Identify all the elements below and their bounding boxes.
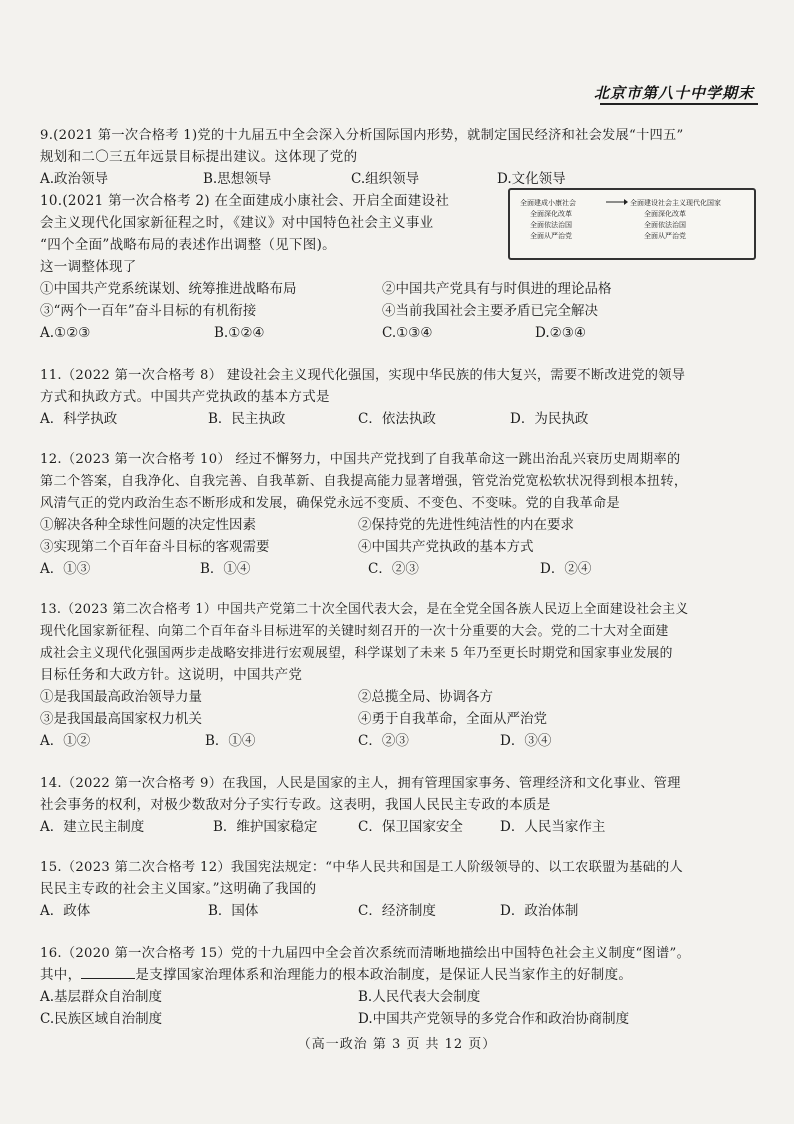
q10-statement-2: ②中国共产党具有与时俱进的理论品格: [382, 281, 612, 297]
q16-stem-prefix: 其中，: [40, 967, 82, 983]
q16-stem-line2: [40, 964, 632, 987]
q10-stem-line1: 10.(2021 第一次合格考 2) 在全面建成小康社会、开启全面建设社: [40, 193, 450, 209]
q10-diagram-left-item: 全面依法治国: [530, 221, 572, 229]
q12-option-d: D．②④: [540, 561, 592, 577]
q10-statement-1: ①中国共产党系统谋划、统筹推进战略布局: [40, 281, 297, 297]
q10-option-b: B.①②④: [214, 325, 265, 341]
q13-option-b: B．①④: [205, 733, 256, 749]
q9-option-c: C.组织领导: [351, 171, 420, 187]
q13-stem-line2: 现代化国家新征程、向第二个百年奋斗目标进军的关键时刻召开的一次十分重要的大会。党的二十大对全面建: [40, 624, 669, 639]
school-header: 北京市第八十中学期末: [593, 84, 754, 102]
q16-stem-line1: 16.（2020 第一次合格考 15）党的十九届四中全会首次系统而清晰地描绘出中国特色社会主义制度“图谱”。: [40, 946, 691, 961]
q10-stem-line3: “四个全面”战略布局的表述作出调整（见下图)。: [40, 237, 336, 253]
q10-option-d: D.②③④: [535, 325, 586, 341]
q15-stem-line2: 民民主专政的社会主义国家。”这明确了我国的: [40, 881, 317, 897]
q9-stem-line1: 9.(2021 第一次合格考 1)党的十九届五中全会深入分析国际国内形势，就制定国民经济和社会发展“十四五”: [40, 128, 684, 143]
q10-diagram-right-column: [630, 198, 721, 242]
q10-diagram-right-item: 全面建设社会主义现代化国家: [630, 199, 721, 207]
q13-option-d: D．③④: [500, 733, 552, 749]
q9-stem-line2: 规划和二〇三五年远景目标提出建议。这体现了党的: [40, 149, 358, 165]
q11-stem-line1: 11.（2022 第一次合格考 8） 建设社会主义现代化强国，实现中华民族的伟大复兴，需要不断改进党的领导: [40, 368, 686, 383]
q16-answer-blank: [81, 966, 135, 979]
q14-stem-line2: 社会事务的权利，对极少数敌对分子实行专政。这表明，我国人民民主专政的本质是: [40, 797, 551, 813]
q11-option-b: B．民主执政: [208, 411, 286, 427]
q12-statement-2: ②保持党的先进性纯洁性的内在要求: [358, 517, 574, 533]
q12-statement-3: ③实现第二个百年奋斗目标的客观需要: [40, 539, 270, 555]
q10-diagram-right-item: 全面从严治党: [644, 232, 686, 240]
q13-statement-3: ③是我国最高国家权力机关: [40, 711, 202, 727]
q12-stem-line1: 12.（2023 第一次合格考 10） 经过不懈努力，中国共产党找到了自我革命这一跳出治乱兴衰历史周期率的: [40, 452, 681, 467]
q14-stem-line1: 14.（2022 第一次合格考 9）在我国，人民是国家的主人，拥有管理国家事务、管理经济和文化事业、管理: [40, 776, 681, 791]
q13-option-a: A．①②: [40, 733, 91, 749]
q13-stem-line4: 目标任务和大政方针。这说明，中国共产党: [40, 667, 303, 683]
q11-stem-line2: 方式和执政方式。中国共产党执政的基本方式是: [40, 389, 330, 405]
q12-stem-line3: 风清气正的党内政治生态不断形成和发展，确保党永远不变质、不变色、不变味。党的自我革命是: [40, 496, 620, 511]
q10-diagram-left-item: 全面深化改革: [530, 210, 572, 218]
q10-diagram-left-item: 全面从严治党: [530, 232, 572, 240]
q13-stem-line3: 成社会主义现代化强国两步走战略安排进行宏观展望，科学谋划了未来 5 年乃至更长时期党和国家事业发展的: [40, 646, 673, 661]
q10-option-c: C.①③④: [382, 325, 433, 341]
q10-diagram-right-item: 全面依法治国: [644, 221, 686, 229]
q14-option-a: A．建立民主制度: [40, 819, 145, 835]
q12-option-b: B．①④: [200, 561, 251, 577]
q9-option-b: B.思想领导: [203, 171, 272, 187]
q9-option-d: D.文化领导: [497, 171, 566, 187]
q13-stem-line1: 13.（2023 第二次合格考 1）中国共产党第二十次全国代表大会，是在全党全国各族人民迈上全面建设社会主义: [40, 602, 689, 617]
q16-stem-suffix: 是支撑国家治理体系和治理能力的根本政治制度，是保证人民当家作主的好制度。: [135, 967, 633, 983]
q15-stem-line1: 15.（2023 第二次合格考 12）我国宪法规定：“中华人民共和国是工人阶级领导的、以工农联盟为基础的人: [40, 860, 684, 875]
arrow-right-icon: [606, 198, 628, 206]
q15-option-b: B．国体: [208, 903, 259, 919]
q15-option-c: C．经济制度: [358, 903, 436, 919]
q12-statement-4: ④中国共产党执政的基本方式: [358, 539, 534, 555]
q16-option-c: C.民族区域自治制度: [40, 1011, 163, 1027]
q14-option-d: D．人民当家作主: [500, 819, 606, 835]
q10-stem-line4: 这一调整体现了: [40, 259, 137, 275]
q13-statement-1: ①是我国最高政治领导力量: [40, 689, 202, 705]
q15-option-d: D．政治体制: [500, 903, 579, 919]
q10-stem-line2: 会主义现代化国家新征程之时，《建议》对中国特色社会主义事业: [40, 215, 434, 231]
page-footer: （高一政治 第 3 页 共 12 页）: [297, 1037, 497, 1052]
q10-statement-4: ④当前我国社会主要矛盾已完全解决: [382, 303, 598, 319]
q10-diagram-right-item: 全面深化改革: [644, 210, 686, 218]
q13-statement-2: ②总揽全局、协调各方: [358, 689, 493, 705]
q16-option-a: A.基层群众自治制度: [40, 989, 163, 1005]
q11-option-a: A．科学执政: [40, 411, 118, 427]
q10-statement-3: ③“两个一百年”奋斗目标的有机衔接: [40, 303, 257, 319]
q12-stem-line2: 第二个答案，自我净化、自我完善、自我革新、自我提高能力显著增强，管党治党宽松软状况得到根本扭转，: [40, 474, 688, 489]
q16-option-d: D.中国共产党领导的多党合作和政治协商制度: [358, 1011, 630, 1027]
q9-option-a: A.政治领导: [40, 171, 109, 187]
q13-option-c: C．②③: [358, 733, 409, 749]
q12-option-c: C．②③: [368, 561, 419, 577]
q11-option-c: C．依法执政: [358, 411, 436, 427]
q16-option-b: B.人民代表大会制度: [358, 989, 481, 1005]
q10-diagram-left-item: 全面建成小康社会: [520, 199, 576, 207]
q10-diagram-left-column: [520, 198, 576, 242]
q10-diagram: [508, 188, 756, 260]
q13-statement-4: ④勇于自我革命，全面从严治党: [358, 711, 547, 727]
header-rule: [600, 103, 758, 105]
q14-option-c: C．保卫国家安全: [358, 819, 463, 835]
q11-option-d: D．为民执政: [510, 411, 589, 427]
q14-option-b: B．维护国家稳定: [213, 819, 318, 835]
q12-statement-1: ①解决各种全球性问题的决定性因素: [40, 517, 256, 533]
q10-option-a: A.①②③: [40, 325, 91, 341]
q12-option-a: A．①③: [40, 561, 91, 577]
q15-option-a: A．政体: [40, 903, 91, 919]
